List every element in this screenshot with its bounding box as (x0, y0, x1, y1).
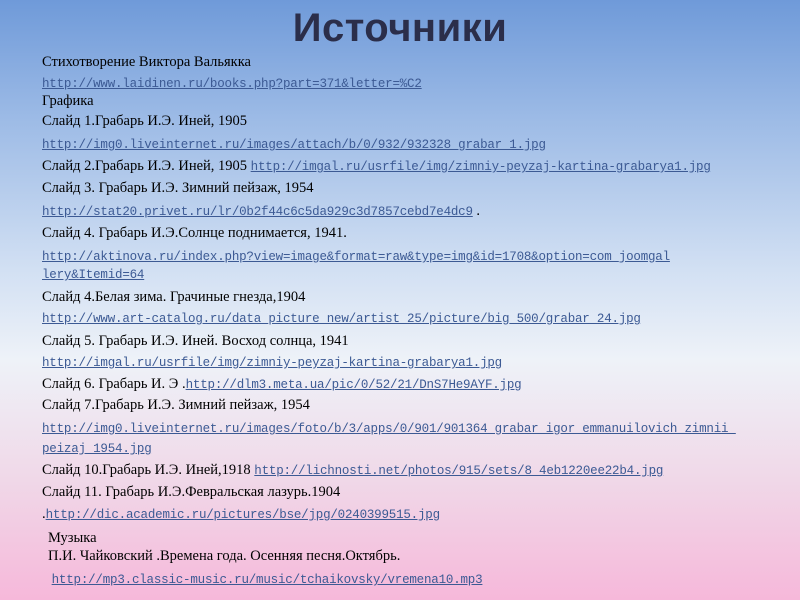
music-link[interactable]: http://mp3.classic-music.ru/music/tchaikovsky/vremena10.mp3 (51, 573, 483, 587)
poem-link[interactable]: http://www.laidinen.ru/books.php?part=371&letter=%C2 (42, 77, 422, 91)
slide-3-link[interactable]: http://stat20.privet.ru/lr/0b2f44c6c5da929c3d7857cebd7e4dc9 (42, 205, 473, 219)
slide-4-link-cont[interactable]: lery&Itemid=64 (42, 268, 145, 282)
slide-11-prefix: . (42, 506, 46, 522)
slide-6-label: Слайд 6. Грабарь И. Э . (42, 376, 186, 392)
music-source-row (48, 569, 482, 590)
slide-4-source-row-cont (42, 264, 144, 285)
slide-7-source-row-cont (42, 438, 152, 459)
poem-label: Стихотворение Виктора Вальякка (42, 54, 251, 70)
slide-1-link[interactable]: http://img0.liveinternet.ru/images/attach/b/0/932/932328_grabar_1.jpg (42, 138, 546, 152)
slide-2-link[interactable]: http://imgal.ru/usrfile/img/zimniy-peyzaj-kartina-grabarya1.jpg (250, 160, 711, 174)
graphics-heading: Графика (42, 93, 94, 109)
slide-4-label: Слайд 4. Грабарь И.Э.Солнце поднимается, 1941. (42, 225, 347, 241)
page-title: Источники (292, 6, 508, 50)
slide-4-link[interactable]: http://aktinova.ru/index.php?view=image&format=raw&type=img&id=1708&option=com_joomgal (42, 250, 670, 264)
slide-7-link[interactable]: http://img0.liveinternet.ru/images/foto/b/3/apps/0/901/901364_grabar_igor_emmanuilovich_zimnii_ (42, 422, 736, 436)
slide-5-label: Слайд 5. Грабарь И.Э. Иней. Восход солнца, 1941 (42, 333, 349, 349)
slide-4b-link[interactable]: http://www.art-catalog.ru/data_picture_new/artist_25/picture/big_500/grabar_24.jpg (42, 312, 641, 326)
slide-10-label: Слайд 10.Грабарь И.Э. Иней,1918 (42, 462, 251, 478)
slide-6-link[interactable]: http://dlm3.meta.ua/pic/0/52/21/DnS7He9AYF.jpg (185, 378, 522, 392)
slide-11-label: Слайд 11. Грабарь И.Э.Февральская лазурь.1904 (42, 484, 341, 500)
music-heading: Музыка (48, 530, 97, 546)
slide-7-link-cont[interactable]: peizaj_1954.jpg (42, 442, 152, 456)
slide-10-row (42, 460, 663, 481)
slide-3-source-row (42, 201, 480, 222)
slide-5-link[interactable]: http://imgal.ru/usrfile/img/zimniy-peyzaj-kartina-grabarya1.jpg (42, 356, 502, 370)
slide-7-label: Слайд 7.Грабарь И.Э. Зимний пейзаж, 1954 (42, 397, 310, 413)
slide-3-suffix: . (472, 203, 481, 219)
slide-1-source-row (42, 134, 546, 155)
slide-2-row (42, 156, 711, 177)
slide-6-row (42, 374, 521, 395)
slide-4b-source-row (42, 308, 641, 329)
slide-11-link[interactable]: http://dic.academic.ru/pictures/bse/jpg/0240399515.jpg (45, 508, 440, 522)
poem-source-row (42, 73, 422, 94)
slide-5-source-row (42, 352, 502, 373)
slide-3-label: Слайд 3. Грабарь И.Э. Зимний пейзаж, 1954 (42, 180, 314, 196)
slide-1-label: Слайд 1.Грабарь И.Э. Иней, 1905 (42, 113, 248, 129)
slide-4b-label: Слайд 4.Белая зима. Грачиные гнезда,1904 (42, 289, 306, 305)
slide-11-source-row (42, 504, 440, 525)
music-track: П.И. Чайковский .Времена года. Осенняя песня.Октябрь. (48, 548, 401, 564)
slide-7-source-row (42, 418, 736, 439)
slide-10-link[interactable]: http://lichnosti.net/photos/915/sets/8_4eb1220ee22b4.jpg (254, 464, 664, 478)
slide-2-label: Слайд 2.Грабарь И.Э. Иней, 1905 (42, 158, 248, 174)
